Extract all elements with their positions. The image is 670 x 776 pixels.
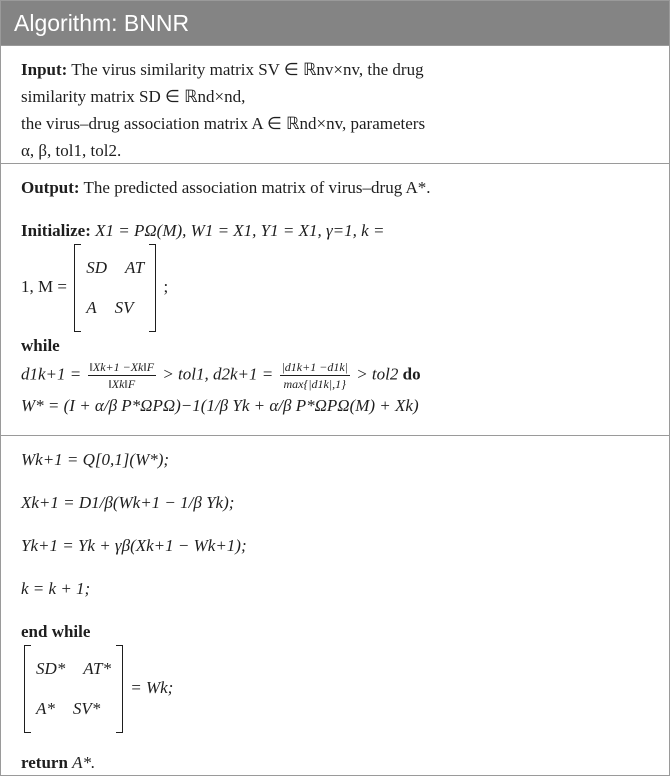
input-section	[1, 45, 669, 163]
matrix-cell: AT*	[83, 659, 111, 678]
fraction-denominator: ‖Xk‖F	[108, 377, 136, 391]
end-while-label: end while	[21, 622, 91, 641]
input-line-2: similarity matrix SD ∈ ℝnd×nd,	[21, 87, 246, 106]
matrix-cell: AT	[124, 258, 145, 277]
matrix-cell: A*	[36, 699, 55, 718]
block-matrix-result	[24, 645, 123, 733]
return-label: return	[21, 753, 68, 772]
matrix-cell: SD*	[36, 659, 66, 678]
matrix-cell: A	[86, 298, 97, 317]
cond-d1: d1k+1 =	[21, 364, 82, 384]
return-line	[21, 749, 649, 776]
step-k-increment: k = k + 1;	[21, 579, 91, 598]
cond-middle: > tol1, d2k+1 =	[162, 364, 274, 384]
input-text-1: The virus similarity matrix SV ∈ ℝnv×nv, the drug	[71, 60, 424, 79]
output-text: The predicted association matrix of virus–drug A*.	[83, 178, 431, 197]
fraction-numerator: ‖Xk+1 −Xk‖F	[89, 360, 155, 374]
do-label: do	[402, 364, 421, 384]
output-line	[21, 174, 649, 201]
step-y-update: Yk+1 = Yk + γβ(Xk+1 − Wk+1);	[21, 536, 247, 555]
return-value: A*.	[72, 753, 96, 772]
loop-body-section	[1, 435, 669, 776]
initialize-line-2	[21, 244, 649, 332]
block-matrix-m	[74, 244, 156, 332]
matrix-cell: SV*	[72, 699, 101, 718]
fraction-d1-change	[280, 359, 350, 392]
wstar-update: W* = (I + α/β P*ΩPΩ)−1(1/β Yk + α/β P*ΩPΩ(M) + Xk)	[21, 396, 419, 415]
initialize-text: X1 = PΩ(M), W1 = X1, Y1 = X1, γ=1, k =	[95, 221, 385, 240]
final-matrix-line	[21, 645, 649, 733]
while-label: while	[21, 336, 60, 355]
matrix-cell: SV	[114, 298, 134, 317]
initialize-label: Initialize:	[21, 221, 91, 240]
initialize-suffix: ;	[163, 276, 169, 296]
input-label: Input:	[21, 60, 68, 79]
step-x-update: Xk+1 = D1/β(Wk+1 − 1/β Yk);	[21, 493, 235, 512]
step-w-update: Wk+1 = Q[0,1](W*);	[21, 450, 170, 469]
fraction-relative-change	[88, 359, 157, 392]
algorithm-title: Algorithm: BNNR	[1, 1, 669, 45]
cond-end: > tol2	[356, 364, 399, 384]
initialize-prefix: 1, M =	[21, 276, 67, 296]
output-label: Output:	[21, 178, 80, 197]
output-init-section	[1, 163, 669, 435]
final-suffix: = Wk;	[130, 677, 174, 697]
matrix-cell: SD	[86, 258, 107, 277]
input-line-1	[21, 56, 649, 83]
input-line-3: the virus–drug association matrix A ∈ ℝnd×nv, parameters	[21, 114, 426, 133]
fraction-denominator: max{|d1k|,1}	[283, 377, 346, 391]
initialize-line-1	[21, 217, 649, 244]
input-line-4: α, β, tol1, tol2.	[21, 141, 122, 160]
fraction-numerator: |d1k+1 −d1k|	[281, 360, 348, 374]
while-condition	[21, 359, 649, 392]
